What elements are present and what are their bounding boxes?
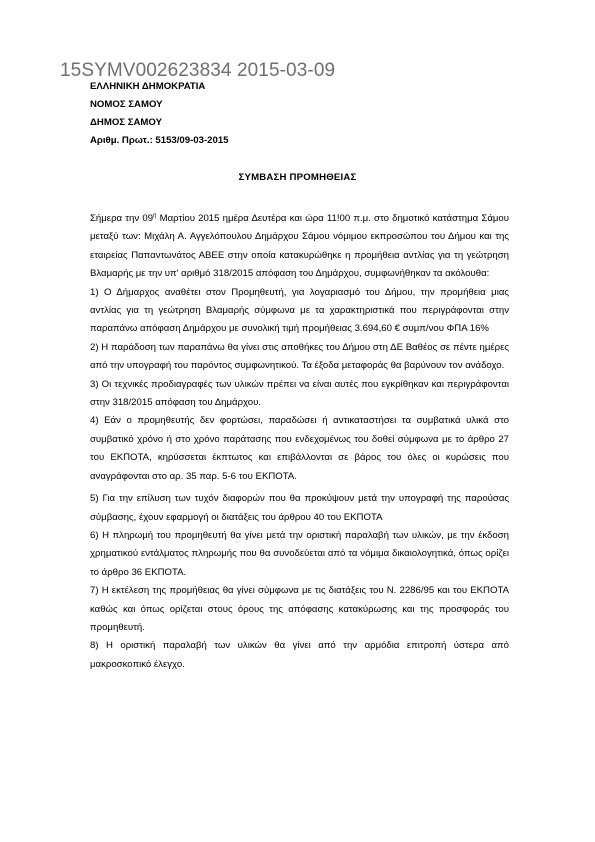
clause-4: 4) Εάν ο προμηθευτής δεν φορτώσει, παραδώσει ή αντικαταστήσει τα συμβατικά υλικά στο συμβατικό χρόνο ή στο χρόνο παράτασης που ενδεχομένως του δοθεί σύμφωνα με το άρθρο 27 του ΕΚΠΟΤΑ, κηρύσσεται έκπτωτος και επιβάλλονται σε βάρος του όλες οι κυρώσεις που αναγράφονται στο αρ. 35 παρ. 5-6 του ΕΚΠΟΤΑ. [90,415,509,482]
intro-paragraph [90,210,509,284]
ordinal-superscript: η [153,212,157,219]
letterhead-municipality: ΔΗΜΟΣ ΣΑΜΟΥ [90,117,162,128]
clause-6: 6) Η πληρωμή του προμηθευτή θα γίνει μετά την οριστική παραλαβή των υλικών, με την έκδοση χρηματικού εντάλματος πληρωμής που θα συνοδεύεται από τα νόμιμα δικαιολογητικά, όπως ορίζει το άρθρο 36 ΕΚΠΟΤΑ. [90,529,509,578]
clause-1: 1) Ο Δήμαρχος αναθέτει στον Προμηθευτή, για λογαριασμό του Δήμου, την προμήθεια μιας αντλίας για τη γεώτρηση Βλαμαρής σύμφωνα με τα χαρακτηριστικά που περιγράφονται στην παραπάνω απόφαση Δημάρχου με συνολική τιμή προμήθειας 3.694,60 € συμπ/νου ΦΠΑ 16% [90,286,509,335]
protocol-number: Αριθμ. Πρωτ.: 5153/09-03-2015 [90,135,229,146]
letterhead-country: ΕΛΛΗΝΙΚΗ ΔΗΜΟΚΡΑΤΙΑ [90,81,206,92]
letterhead [90,78,229,150]
document-body [90,210,509,674]
letterhead-prefecture: ΝΟΜΟΣ ΣΑΜΟΥ [90,99,163,110]
intro-date-text: Σήμερα την 09 [90,213,154,224]
clause-5: 5) Για την επίλυση των τυχόν διαφορών που θα προκύψουν μετά την υπογραφή της παρούσας σύμβασης, έχουν εφαρμογή οι διατάξεις του άρθρου 40 του ΕΚΠΟΤΑ [90,493,509,523]
clause-8: 8) Η οριστική παραλαβή των υλικών θα γίνει από την αρμόδια επιτροπή ύστερα από μακροσκοπικό έλεγχο. [90,640,509,670]
clause-7: 7) Η εκτέλεση της προμήθειας θα γίνει σύμφωνα με τις διατάξεις του Ν. 2286/95 και του ΕΚΠΟΤΑ καθώς και όπως ορίζεται στους όρους της απόφασης κατακύρωσης και της προσφοράς του προμηθευτή. [90,585,509,633]
intro-text: Μαρτίου 2015 ημέρα Δευτέρα και ώρα 11!00 π.μ. στο δημοτικό κατάστημα Σάμου μεταξύ των: Μιχάλη Α. Αγγελόπουλου Δημάρχου Σάμου νόμιμου εκπροσώπου του Δήμου και της εταιρείας Παπαντωνάτος ΑΒΕΕ στην οποία κατακυρώθηκε η προμήθεια αντλίας για τη γεώτρηση Βλαμαρής με την υπ' αριθμό 318/2015 απόφαση του Δημάρχου, συμφωνήθηκαν τα ακόλουθα: [90,213,509,280]
clause-3: 3) Οι τεχνικές προδιαγραφές των υλικών πρέπει να είναι αυτές που εγκρίθηκαν και περιγράφονται στην 318/2015 απόφαση του Δημάρχου. [90,378,509,409]
clause-2: 2) Η παράδοση των παραπάνω θα γίνει στις αποθήκες του Δήμου στη ΔΕ Βαθέος σε πέντε ημέρες από την υπογραφή του παρόντος συμφωνητικού. Τα έξοδα μεταφοράς θα βαρύνουν τον ανάδοχο. [90,341,509,372]
document-title: ΣΥΜΒΑΣΗ ΠΡΟΜΗΘΕΙΑΣ [238,172,357,183]
document-id-stamp: 15SYMV002623834 2015-03-09 [60,60,336,81]
